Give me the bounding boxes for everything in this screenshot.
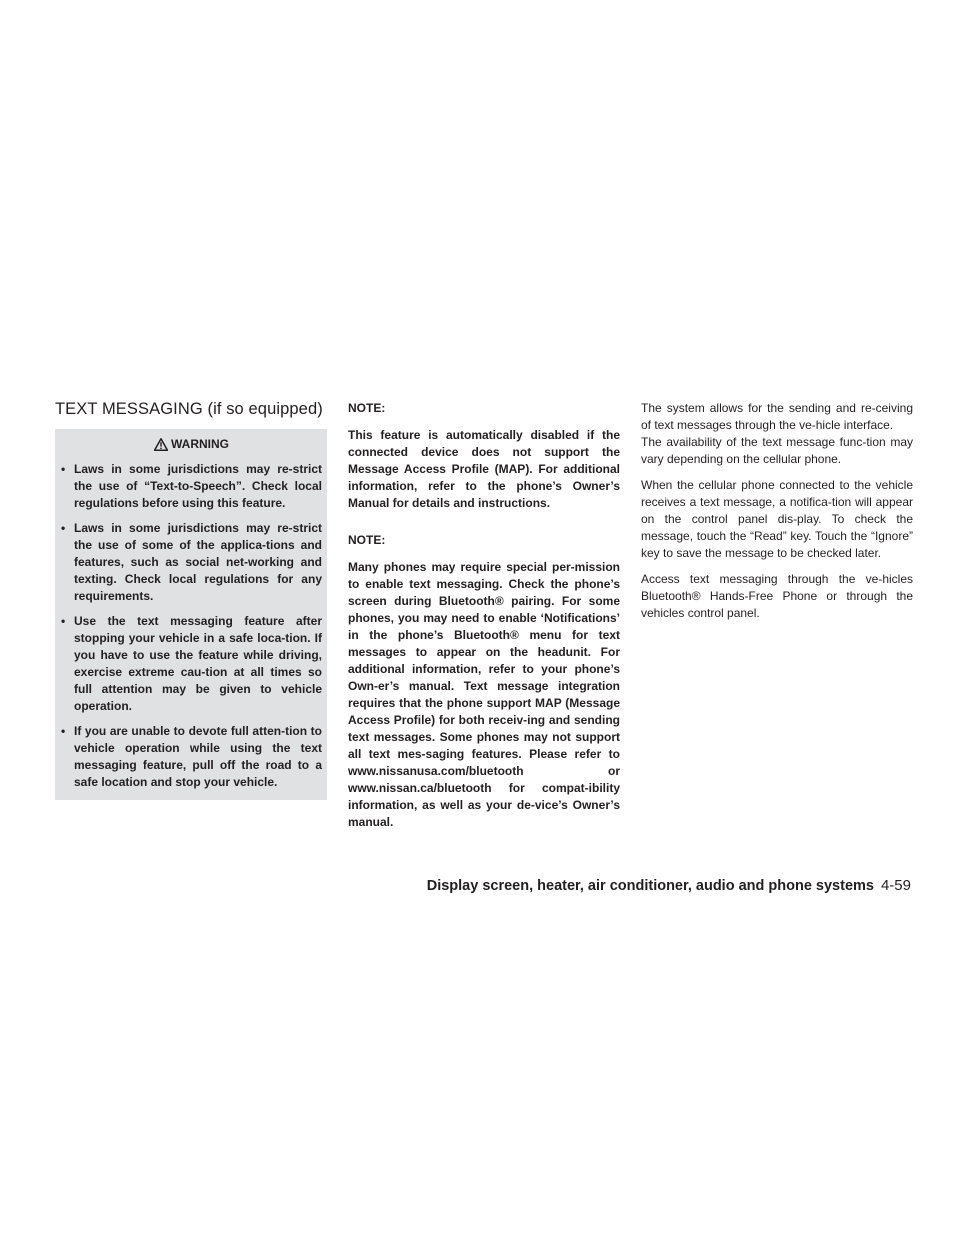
warning-list: [61, 461, 322, 791]
column-left: [55, 400, 327, 800]
warning-item: [61, 461, 322, 512]
bullet: •: [61, 521, 66, 535]
warning-box: [55, 429, 327, 800]
warning-item-text: If you are unable to devote full atten-tion to vehicle operation while using the text messaging feature, pull off the road to a safe location and stop your vehicle.: [74, 724, 322, 789]
body-paragraph: The system allows for the sending and re-ceiving of text messages through the ve-hicle interface.: [641, 401, 913, 432]
page-footer: [427, 877, 911, 894]
warning-item-text: Use the text messaging feature after stopping your vehicle in a safe loca-tion. If you have to use the feature while driving, exercise extreme cau-tion at all times so full attention may be given to vehicle operation.: [74, 614, 322, 713]
body-paragraph: The availability of the text message func-tion may vary depending on the cellular phone.: [641, 435, 913, 466]
body-paragraph: Access text messaging through the ve-hicles Bluetooth® Hands-Free Phone or through the vehicles control panel.: [641, 572, 913, 620]
note-text: This feature is automatically disabled if the connected device does not support the Message Access Profile (MAP). For additional information, refer to the phone’s Owner’s Manual for details and instructions.: [348, 428, 620, 510]
warning-item: [61, 723, 322, 791]
warning-header: [61, 435, 322, 453]
warning-item-text: Laws in some jurisdictions may re-strict the use of some of the applica-tions and features, such as social net-working and texting. Check local regulations for any requirements.: [74, 521, 322, 603]
note-text: Many phones may require special per-mission to enable text messaging. Check the phone’s screen during Bluetooth® pairing. For some phones, you may need to enable ‘Notifications’ in the phone’s Bluetooth® menu for text messages to appear on the headunit. For additional information, refer to your phone’s Own-er’s manual. Text message integration requires that the phone support MAP (Message Access Profile) for both receiv-ing and sending text messages. Some phones may not support all text mes-saging features. Please refer to www.nissanusa.com/bluetooth or www.nissan.ca/bluetooth for compat-ibility information, as well as your de-vice’s Owner’s manual.: [348, 560, 620, 829]
warning-triangle-icon: [154, 438, 168, 451]
column-middle: [348, 400, 620, 831]
warning-item: [61, 613, 322, 715]
warning-item-text: Laws in some jurisdictions may re-strict the use of “Text-to-Speech”. Check local regulations before using this feature.: [74, 462, 322, 510]
footer-section-title: Display screen, heater, air conditioner, audio and phone systems: [426, 878, 874, 894]
page-number: 4-59: [880, 877, 911, 894]
bullet: •: [61, 462, 66, 476]
note-label: NOTE:: [348, 401, 386, 415]
column-right: [641, 400, 913, 631]
bullet: •: [61, 614, 66, 628]
bullet: •: [61, 724, 66, 738]
warning-heading: WARNING: [171, 437, 229, 451]
warning-item: [61, 520, 322, 605]
note-label: NOTE:: [348, 533, 386, 547]
section-title: TEXT MESSAGING (if so equipped): [55, 400, 323, 418]
body-paragraph: When the cellular phone connected to the vehicle receives a text message, a notifica-tion will appear on the control panel dis-play. To check the message, touch the “Read” key. Touch the “Ignore” key to save the message to be checked later.: [641, 478, 913, 560]
